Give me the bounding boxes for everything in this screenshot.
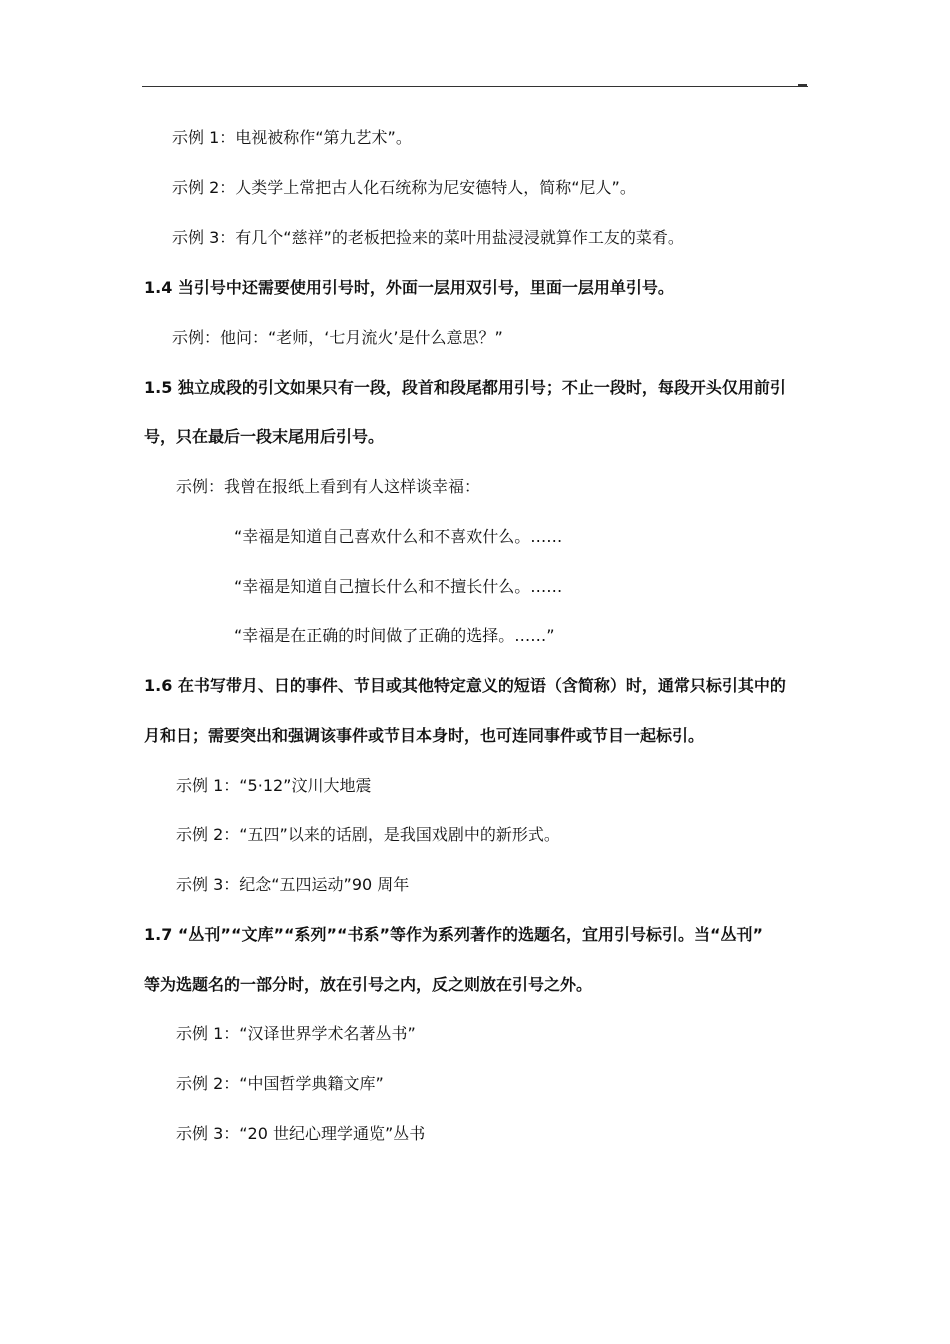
example-line: 示例 1：“汉译世界学术名著丛书” <box>176 1024 416 1043</box>
section-heading: 1.6 在书写带月、日的事件、节目或其他特定意义的短语（含简称）时，通常只标引其中的 <box>144 676 786 695</box>
quoted-paragraph: “幸福是知道自己擅长什么和不擅长什么。…… <box>234 577 563 596</box>
section-heading-continued: 月和日；需要突出和强调该事件或节目本身时，也可连同事件或节目一起标引。 <box>144 726 705 745</box>
example-line: 示例 3：纪念“五四运动”90 周年 <box>176 875 410 894</box>
quoted-paragraph: “幸福是在正确的时间做了正确的选择。……” <box>234 626 555 645</box>
header-rule <box>142 86 808 87</box>
example-line: 示例 3：有几个“慈祥”的老板把捡来的菜叶用盐浸浸就算作工友的菜肴。 <box>172 228 684 247</box>
header-mark <box>798 84 807 86</box>
example-line: 示例 1：电视被称作“第九艺术”。 <box>172 128 412 147</box>
section-heading-continued: 等为选题名的一部分时，放在引号之内，反之则放在引号之外。 <box>144 975 593 994</box>
example-line: 示例：我曾在报纸上看到有人这样谈幸福： <box>176 477 481 496</box>
section-heading: 1.5 独立成段的引文如果只有一段，段首和段尾都用引号；不止一段时，每段开头仅用前引 <box>144 378 786 397</box>
example-line: 示例 3：“20 世纪心理学通览”丛书 <box>176 1124 426 1143</box>
section-heading: 1.4 当引号中还需要使用引号时，外面一层用双引号，里面一层用单引号。 <box>144 278 674 297</box>
example-line: 示例 1：“5·12”汶川大地震 <box>176 776 372 795</box>
example-line: 示例：他问：“老师，‘七月流火’是什么意思？” <box>172 328 503 347</box>
section-heading: 1.7 “丛刊”“文库”“系列”“书系”等作为系列著作的选题名，宜用引号标引。当“丛刊” <box>144 925 764 944</box>
example-line: 示例 2：人类学上常把古人化石统称为尼安德特人，简称“尼人”。 <box>172 178 636 197</box>
section-heading-continued: 号，只在最后一段末尾用后引号。 <box>144 427 385 446</box>
example-line: 示例 2：“五四”以来的话剧，是我国戏剧中的新形式。 <box>176 825 560 844</box>
example-line: 示例 2：“中国哲学典籍文库” <box>176 1074 384 1093</box>
quoted-paragraph: “幸福是知道自己喜欢什么和不喜欢什么。…… <box>234 527 563 546</box>
